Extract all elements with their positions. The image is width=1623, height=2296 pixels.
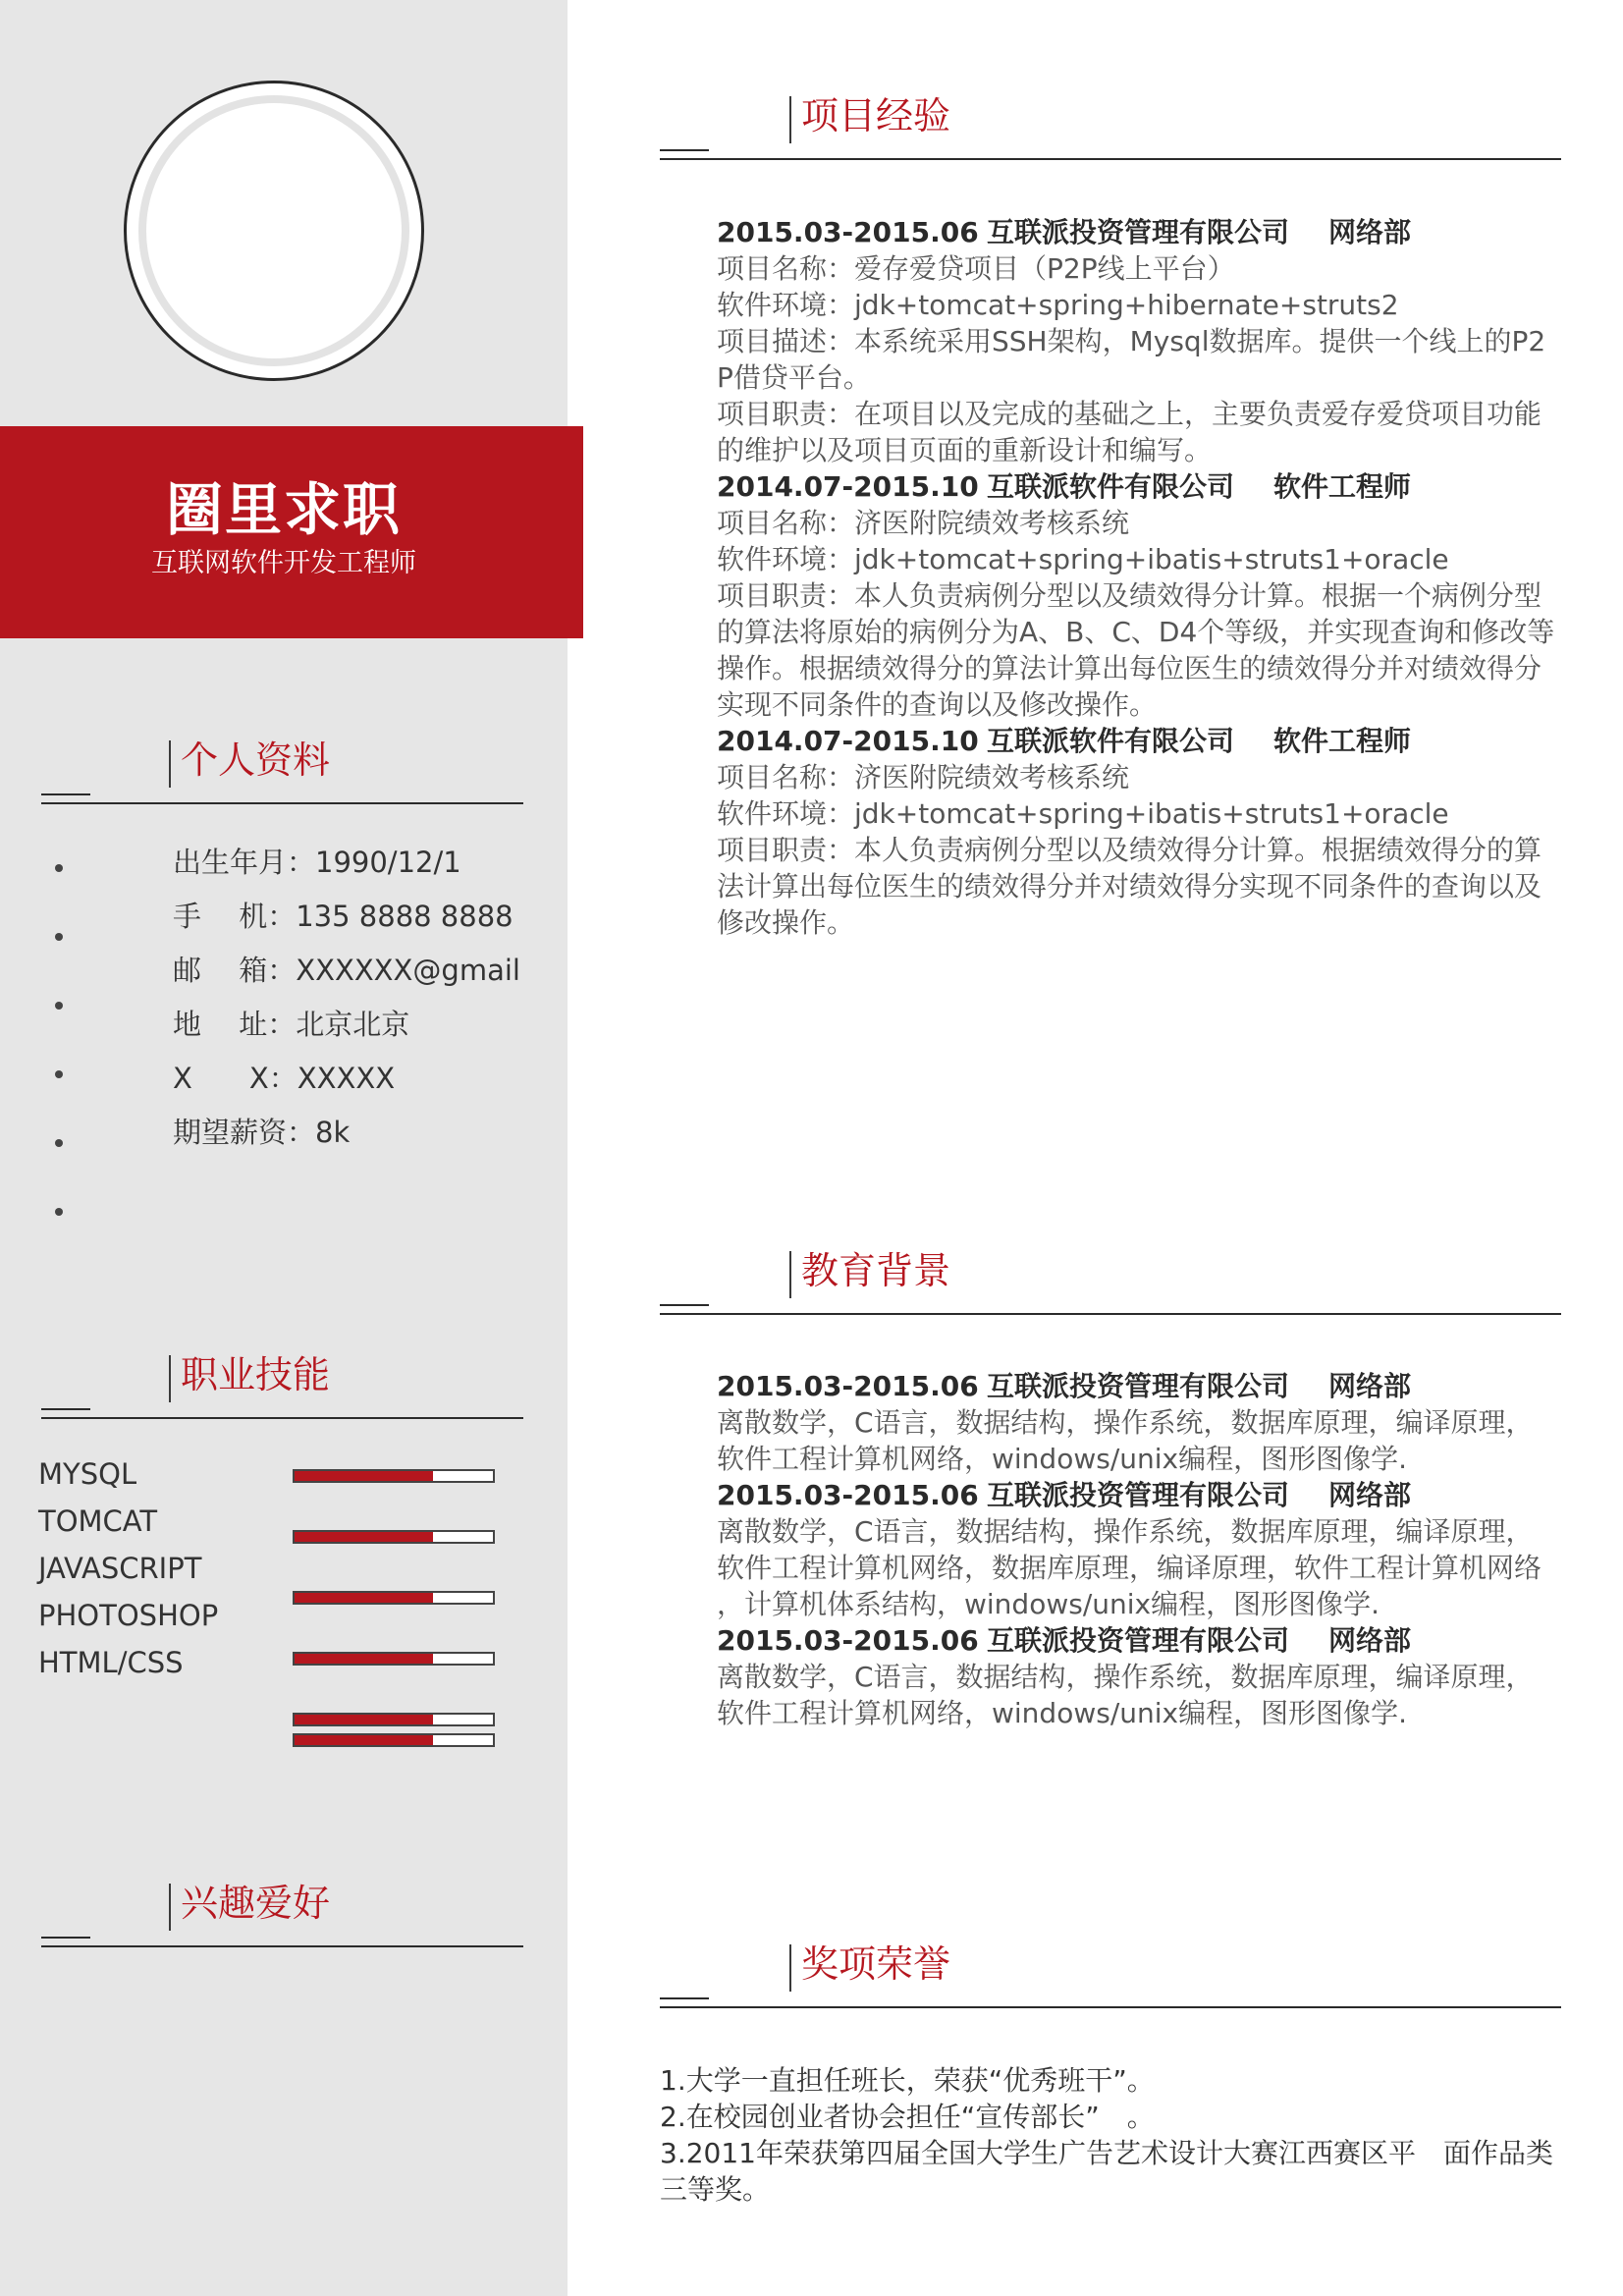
skill-label: JAVASCRIPT <box>38 1552 202 1585</box>
project-detail-line: 的算法将原始的病例分为A、B、C、D4个等级，并实现查询和修改等 <box>717 616 1555 648</box>
skill-label: PHOTOSHOP <box>38 1599 219 1632</box>
project-detail-line: 操作。根据绩效得分的算法计算出每位医生的绩效得分并对绩效得分 <box>717 652 1542 684</box>
info-birth: 出生年月：1990/12/1 <box>173 846 461 879</box>
info-email: 邮 箱：XXXXXX@gmail <box>173 954 520 987</box>
education-date: 2015.03-2015.06 <box>717 1479 979 1511</box>
project-company: 互联派软件有限公司 <box>987 470 1235 503</box>
project-detail-line: P借贷平台。 <box>717 361 871 394</box>
section-accent-line <box>41 1408 90 1410</box>
bullet-dot <box>55 1139 63 1147</box>
award-item: 三等奖。 <box>660 2173 771 2206</box>
section-divider <box>660 158 1561 160</box>
education-dept: 网络部 <box>1328 1479 1412 1511</box>
project-entry-header <box>717 214 1561 250</box>
bullet-dot <box>55 864 63 872</box>
project-entry-header <box>717 468 1561 505</box>
project-detail-line: 项目名称：济医附院绩效考核系统 <box>717 507 1130 539</box>
section-bar <box>789 96 791 143</box>
section-accent-line <box>660 149 709 151</box>
section-title: 奖项荣誉 <box>801 1942 951 1986</box>
project-detail-line: 修改操作。 <box>717 906 855 939</box>
education-detail-line: 软件工程计算机网络，windows/unix编程，图形图像学. <box>717 1443 1407 1475</box>
project-detail-line: 项目描述：本系统采用SSH架构，Mysql数据库。提供一个线上的P2 <box>717 325 1546 357</box>
award-item: 1.大学一直担任班长，荣获“优秀班干”。 <box>660 2064 1155 2097</box>
skill-bar-fill <box>295 1715 433 1724</box>
project-detail-line: 项目名称：爱存爱贷项目（P2P线上平台） <box>717 252 1235 285</box>
section-divider <box>660 1313 1561 1315</box>
award-item: 3.2011年荣获第四届全国大学生广告艺术设计大赛江西赛区平 面作品类 <box>660 2137 1553 2169</box>
project-detail-line: 实现不同条件的查询以及修改操作。 <box>717 688 1158 721</box>
project-dept: 软件工程师 <box>1273 725 1412 757</box>
project-detail-line: 软件环境：jdk+tomcat+spring+ibatis+struts1+oracle <box>717 797 1449 830</box>
education-date: 2015.03-2015.06 <box>717 1624 979 1657</box>
project-entry-header <box>717 723 1561 759</box>
project-date: 2015.03-2015.06 <box>717 216 979 248</box>
bullet-dot <box>55 933 63 941</box>
section-divider <box>41 1417 523 1419</box>
section-accent-line <box>660 1997 709 1999</box>
bullet-dot <box>55 1208 63 1216</box>
avatar-photo-frame <box>124 81 424 381</box>
info-address: 地 址：北京北京 <box>173 1008 410 1041</box>
education-entry-header <box>717 1368 1561 1404</box>
award-item: 2.在校园创业者协会担任“宣传部长” 。 <box>660 2101 1155 2133</box>
education-company: 互联派投资管理有限公司 <box>987 1479 1290 1511</box>
education-entry-header <box>717 1622 1561 1659</box>
project-detail-line: 项目职责：在项目以及完成的基础之上，主要负责爱存爱贷项目功能 <box>717 398 1542 430</box>
skill-bar <box>293 1733 495 1747</box>
project-dept: 网络部 <box>1328 216 1412 248</box>
project-detail-line: 软件环境：jdk+tomcat+spring+hibernate+struts2 <box>717 289 1399 321</box>
section-divider <box>41 1945 523 1947</box>
project-detail-line: 的维护以及项目页面的重新设计和编写。 <box>717 434 1213 466</box>
section-divider <box>660 2006 1561 2008</box>
awards-list <box>660 2062 1563 2208</box>
section-bar <box>169 1355 171 1402</box>
skill-bar <box>293 1591 495 1605</box>
skill-bar-fill <box>295 1471 433 1481</box>
info-salary: 期望薪资：8k <box>173 1116 351 1149</box>
name-banner <box>0 426 583 638</box>
project-detail-line: 项目职责：本人负责病例分型以及绩效得分计算。根据一个病例分型 <box>717 579 1542 612</box>
education-company: 互联派投资管理有限公司 <box>987 1624 1290 1657</box>
skill-label: TOMCAT <box>38 1504 158 1538</box>
bullet-dot <box>55 1002 63 1010</box>
project-detail-line: 项目职责：本人负责病例分型以及绩效得分计算。根据绩效得分的算 <box>717 834 1542 866</box>
info-phone: 手 机：135 8888 8888 <box>173 900 514 933</box>
section-title: 项目经验 <box>801 94 951 137</box>
skill-label: MYSQL <box>38 1457 137 1491</box>
project-company: 互联派投资管理有限公司 <box>987 216 1290 248</box>
education-detail-line: 离散数学，C语言，数据结构，操作系统，数据库原理，编译原理， <box>717 1406 1534 1439</box>
section-title: 个人资料 <box>181 738 331 782</box>
education-detail-line: ，计算机体系结构，windows/unix编程，图形图像学. <box>717 1588 1380 1620</box>
section-bar <box>169 1884 171 1931</box>
skill-label: HTML/CSS <box>38 1646 184 1679</box>
project-detail-line: 项目名称：济医附院绩效考核系统 <box>717 761 1130 793</box>
skill-bar <box>293 1469 495 1483</box>
section-bar <box>169 740 171 788</box>
education-dept: 网络部 <box>1328 1370 1412 1402</box>
section-accent-line <box>41 793 90 795</box>
education-detail-line: 离散数学，C语言，数据结构，操作系统，数据库原理，编译原理， <box>717 1661 1534 1693</box>
candidate-name: 圈里求职 <box>165 476 402 543</box>
education-company: 互联派投资管理有限公司 <box>987 1370 1290 1402</box>
project-company: 互联派软件有限公司 <box>987 725 1235 757</box>
candidate-role: 互联网软件开发工程师 <box>151 548 416 578</box>
education-date: 2015.03-2015.06 <box>717 1370 979 1402</box>
skill-bar-fill <box>295 1654 433 1664</box>
project-date: 2014.07-2015.10 <box>717 470 979 503</box>
section-bar <box>789 1251 791 1298</box>
projects-list <box>717 214 1561 941</box>
skill-bar <box>293 1713 495 1726</box>
education-detail-line: 离散数学，C语言，数据结构，操作系统，数据库原理，编译原理， <box>717 1515 1534 1548</box>
info-other: X X：XXXXX <box>173 1062 396 1095</box>
skill-bar <box>293 1652 495 1666</box>
education-detail-line: 软件工程计算机网络，windows/unix编程，图形图像学. <box>717 1697 1407 1729</box>
education-entry-header <box>717 1477 1561 1513</box>
education-list <box>717 1368 1561 1731</box>
section-bar <box>789 1944 791 1992</box>
section-divider <box>41 802 523 804</box>
skill-bar <box>293 1530 495 1544</box>
education-detail-line: 软件工程计算机网络，数据库原理，编译原理，软件工程计算机网络 <box>717 1552 1542 1584</box>
avatar-placeholder <box>138 95 409 366</box>
bullet-dot <box>55 1070 63 1078</box>
section-title: 兴趣爱好 <box>181 1882 331 1925</box>
project-date: 2014.07-2015.10 <box>717 725 979 757</box>
section-accent-line <box>41 1937 90 1939</box>
skill-bar-fill <box>295 1532 433 1542</box>
project-detail-line: 软件环境：jdk+tomcat+spring+ibatis+struts1+oracle <box>717 543 1449 575</box>
project-dept: 软件工程师 <box>1273 470 1412 503</box>
section-title: 职业技能 <box>181 1353 331 1396</box>
education-dept: 网络部 <box>1328 1624 1412 1657</box>
project-detail-line: 法计算出每位医生的绩效得分并对绩效得分实现不同条件的查询以及 <box>717 870 1542 902</box>
section-title: 教育背景 <box>801 1249 951 1292</box>
skill-bar-fill <box>295 1593 433 1603</box>
section-accent-line <box>660 1304 709 1306</box>
skill-bar-fill <box>295 1735 433 1745</box>
